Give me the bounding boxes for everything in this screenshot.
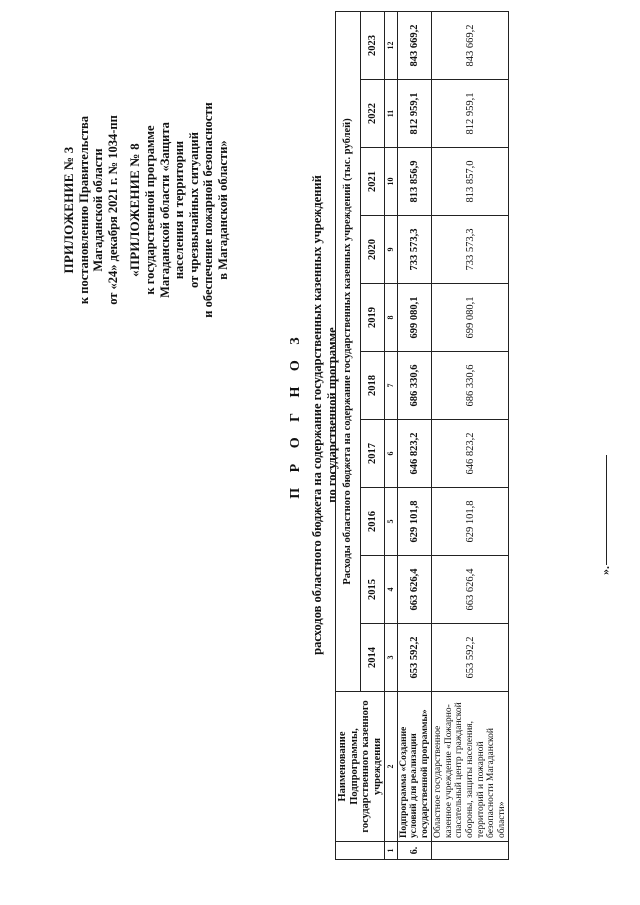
table-row	[397, 11, 432, 859]
value-cell: 653 592,2	[397, 624, 432, 692]
value-cell: 686 330,6	[397, 352, 432, 420]
value-cell: 843 669,2	[397, 11, 432, 79]
appendix-line: Магаданской области	[91, 148, 106, 272]
value-cell: 813 856,9	[397, 148, 432, 216]
appendix-line: от «24» декабря 2021 г. № 1034-пп	[105, 115, 120, 305]
end-mark: ».	[598, 566, 612, 575]
row-number	[432, 842, 509, 860]
value-cell: 629 101,8	[432, 488, 509, 556]
appendix-line: к постановлению Правительства	[76, 115, 91, 305]
column-number: 9	[385, 216, 398, 284]
column-number: 6	[385, 420, 398, 488]
end-line	[606, 455, 607, 565]
year-header: 2019	[360, 284, 385, 352]
forecast-table	[335, 11, 509, 860]
document-heading	[288, 135, 339, 695]
value-cell: 733 573,3	[432, 216, 509, 284]
header-expenses-cell: Расходы областного бюджета на содержание государственных казенных учреждений (тыс. рублей)	[336, 11, 361, 691]
value-cell: 663 626,4	[397, 556, 432, 624]
appendix-block	[62, 60, 231, 360]
column-number: 4	[385, 556, 398, 624]
column-number: 3	[385, 624, 398, 692]
row-name: Подпрограмма «Создание условий для реализации государственной программы»	[397, 692, 432, 842]
row-name: Областное государственное казенное учреждение «Пожарно-спасательный центр гражданской обороны, защиты населения, территорий и пожарной безопасности Магаданской области»	[432, 692, 509, 842]
appendix-line: к государственной программе	[142, 125, 157, 295]
column-number: 10	[385, 148, 398, 216]
appendix-line: населения и территории	[172, 140, 187, 280]
value-cell: 646 823,2	[432, 420, 509, 488]
document-subtitle: расходов областного бюджета на содержание государственных казенных учреждений	[310, 175, 324, 655]
table-body	[397, 11, 509, 859]
year-header: 2018	[360, 352, 385, 420]
column-number: 12	[385, 11, 398, 79]
value-cell: 843 669,2	[432, 11, 509, 79]
year-header: 2015	[360, 556, 385, 624]
year-header: 2020	[360, 216, 385, 284]
header-name-cell: Наименование Подпрограммы, государственного казенного учреждения	[336, 692, 385, 842]
year-header: 2022	[360, 80, 385, 148]
value-cell: 699 080,1	[397, 284, 432, 352]
year-header: 2017	[360, 420, 385, 488]
value-cell: 812 959,1	[397, 80, 432, 148]
header-num-cell	[336, 842, 385, 860]
appendix-title-2: «ПРИЛОЖЕНИЕ № 8	[127, 143, 143, 277]
appendix-line: Магаданской области «Защита	[157, 122, 172, 298]
column-number: 7	[385, 352, 398, 420]
value-cell: 686 330,6	[432, 352, 509, 420]
value-cell: 646 823,2	[397, 420, 432, 488]
year-header: 2021	[360, 148, 385, 216]
value-cell: 699 080,1	[432, 284, 509, 352]
appendix-line: от чрезвычайных ситуаций	[186, 132, 201, 288]
column-numbers-row	[385, 11, 398, 859]
value-cell: 813 857,0	[432, 148, 509, 216]
value-cell: 733 573,3	[397, 216, 432, 284]
year-header: 2023	[360, 11, 385, 79]
value-cell: 629 101,8	[397, 488, 432, 556]
column-number: 2	[385, 692, 398, 842]
column-number: 8	[385, 284, 398, 352]
column-number: 1	[385, 842, 398, 860]
year-header: 2014	[360, 624, 385, 692]
appendix-line: и обеспечение пожарной безопасности	[201, 102, 216, 318]
row-number: 6.	[397, 842, 432, 860]
year-header: 2016	[360, 488, 385, 556]
column-number: 11	[385, 80, 398, 148]
document-title: П Р О Г Н О З	[288, 331, 303, 499]
table-row	[432, 11, 509, 859]
value-cell: 653 592,2	[432, 624, 509, 692]
value-cell: 663 626,4	[432, 556, 509, 624]
appendix-title: ПРИЛОЖЕНИЕ № 3	[61, 146, 76, 274]
column-number: 5	[385, 488, 398, 556]
document-subtitle-2: по государственной программе	[324, 327, 339, 503]
appendix-line: в Магаданской области»	[215, 140, 230, 280]
value-cell: 812 959,1	[432, 80, 509, 148]
